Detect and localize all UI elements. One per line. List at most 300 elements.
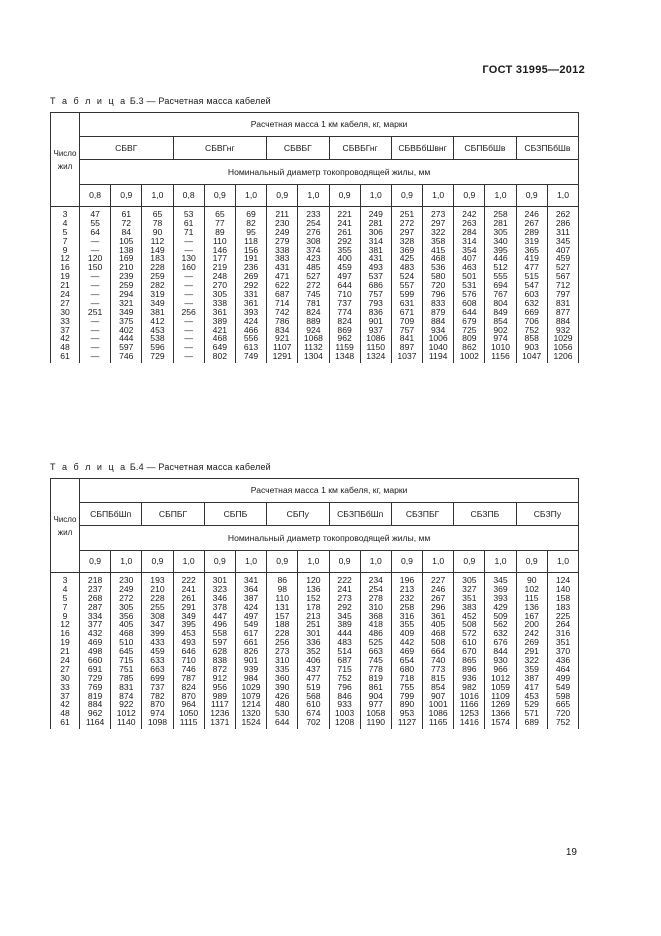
core-count-cell: 16: [60, 628, 70, 639]
mass-cell: 718: [399, 672, 415, 683]
mass-cell: 907: [430, 690, 446, 701]
mass-cell: 183: [150, 253, 165, 264]
mass-cell: 889: [306, 315, 321, 326]
mass-column: [298, 207, 329, 364]
mass-cell: 65: [215, 209, 225, 219]
mass-cell: 1150: [366, 342, 386, 353]
mass-cell: 757: [399, 324, 415, 335]
mass-cell: 838: [212, 655, 228, 666]
mass-cell: 378: [212, 601, 228, 612]
mass-cell: —: [184, 315, 193, 326]
mass-cell: 493: [181, 637, 196, 648]
mass-cell: 294: [119, 289, 134, 300]
mass-cell: 649: [212, 342, 228, 353]
mass-cell: 356: [119, 610, 134, 621]
mass-cell: 377: [87, 619, 103, 630]
mass-cell: 745: [368, 655, 383, 666]
mass-cell: —: [184, 280, 193, 291]
mass-cell: 314: [462, 235, 477, 246]
mass-cell: 709: [399, 315, 415, 326]
mass-cell: 660: [87, 655, 103, 666]
mass-cell: 361: [430, 610, 446, 621]
mass-cell: 897: [399, 342, 415, 353]
mass-cell: 1098: [147, 717, 168, 728]
mass-cell: 720: [555, 708, 571, 719]
core-count-cell: 33: [60, 681, 70, 692]
diameter-value: 0,9: [516, 185, 547, 207]
page-number: 19: [565, 847, 577, 858]
mass-cell: 884: [87, 699, 103, 710]
core-count-cell: 7: [62, 601, 68, 612]
mass-cell: 292: [243, 280, 259, 291]
mass-cell: 390: [275, 681, 290, 692]
mass-cell: 884: [555, 315, 571, 326]
mass-cell: 459: [150, 646, 165, 657]
mass-cell: 826: [243, 646, 259, 657]
mass-cell: 249: [368, 209, 383, 219]
mass-cell: 261: [181, 592, 196, 603]
mass-cell: 679: [462, 315, 477, 326]
mass-cell: 1291: [272, 351, 292, 362]
mass-cell: 292: [337, 235, 352, 246]
mass-cell: 687: [275, 289, 290, 300]
mass-cell: 310: [275, 655, 290, 666]
mass-cell: 872: [212, 663, 228, 674]
diameter-value: 1,0: [111, 551, 142, 573]
mass-cell: 1109: [491, 690, 510, 701]
mass-cell: 497: [337, 271, 352, 282]
mass-cell: 633: [150, 655, 165, 666]
mass-cell: 1010: [490, 342, 511, 353]
mass-cell: 1012: [490, 672, 511, 683]
mass-cell: 361: [212, 306, 228, 317]
mass-cell: 453: [524, 690, 539, 701]
mass-cell: 273: [275, 646, 290, 657]
mass-cell: 884: [430, 315, 446, 326]
mass-cell: 469: [399, 646, 415, 657]
core-count-cell: 19: [60, 637, 70, 648]
mass-cell: —: [184, 333, 193, 344]
brand-header: СБВБГ: [267, 137, 329, 160]
mass-cell: 284: [462, 226, 477, 237]
brand-header: СБПБГ: [142, 503, 204, 526]
mass-cell: 374: [306, 244, 321, 255]
mass-cell: 193: [150, 575, 165, 585]
mass-cell: 802: [212, 351, 228, 362]
mass-header: Расчетная масса 1 км кабеля, кг, марки: [80, 113, 579, 137]
mass-cell: 349: [150, 297, 165, 308]
mass-cell: 321: [119, 297, 134, 308]
mass-cell: —: [90, 280, 100, 291]
mass-cell: 493: [368, 262, 383, 273]
mass-column: [173, 207, 204, 364]
mass-cell: 444: [337, 628, 352, 639]
mass-cell: 962: [87, 708, 103, 719]
diameter-value: 0,9: [391, 185, 422, 207]
mass-cell: 351: [462, 592, 477, 603]
mass-cell: 858: [524, 333, 539, 344]
mass-cell: 556: [243, 333, 259, 344]
mass-cell: 631: [399, 297, 415, 308]
diameter-value: 1,0: [547, 185, 578, 207]
core-count-cell: 27: [60, 663, 70, 674]
mass-cell: 862: [462, 342, 477, 353]
mass-cell: —: [184, 342, 193, 353]
mass-cell: 729: [87, 672, 103, 683]
mass-cell: 375: [119, 315, 134, 326]
mass-cell: 498: [87, 646, 103, 657]
mass-cell: 415: [430, 244, 446, 255]
mass-cell: 1107: [272, 342, 292, 353]
mass-cell: 405: [119, 619, 134, 630]
mass-cell: 323: [212, 583, 228, 594]
mass-cell: 316: [555, 628, 571, 639]
mass-cell: 389: [337, 619, 352, 630]
mass-cell: 598: [555, 690, 571, 701]
mass-column: [142, 573, 173, 730]
mass-cell: 157: [275, 610, 290, 621]
mass-cell: 558: [212, 628, 228, 639]
mass-cell: 613: [243, 342, 259, 353]
mass-cell: 47: [90, 209, 100, 219]
mass-cell: —: [90, 342, 100, 353]
mass-cell: 258: [493, 209, 508, 219]
mass-cell: 769: [87, 681, 103, 692]
mass-cell: —: [90, 289, 100, 300]
core-count-column: [51, 573, 80, 730]
core-count-cell: 9: [62, 244, 68, 255]
mass-cell: 901: [368, 315, 383, 326]
mass-cell: 358: [430, 235, 446, 246]
mass-cell: 444: [119, 333, 134, 344]
mass-cell: 183: [555, 601, 571, 612]
core-count-cell: 3: [62, 575, 68, 585]
mass-cell: 1206: [553, 351, 573, 362]
mass-cell: 755: [399, 681, 415, 692]
mass-cell: 786: [275, 315, 290, 326]
mass-cell: 547: [524, 280, 539, 291]
mass-cell: 219: [212, 262, 228, 273]
mass-cell: 1304: [303, 351, 323, 362]
mass-cell: 665: [555, 699, 571, 710]
diameter-value: 0,8: [80, 185, 111, 207]
core-count-cell: 12: [60, 253, 70, 264]
mass-cell: 617: [243, 628, 259, 639]
mass-cell: 510: [119, 637, 134, 648]
mass-cell: 228: [150, 592, 165, 603]
mass-cell: 676: [493, 637, 508, 648]
mass-cell: 236: [243, 262, 259, 273]
mass-cell: 686: [368, 280, 383, 291]
mass-cell: 890: [399, 699, 415, 710]
mass-cell: 393: [493, 592, 508, 603]
mass-cell: 549: [555, 681, 571, 692]
mass-cell: 273: [337, 592, 352, 603]
mass-cell: 232: [399, 592, 415, 603]
mass-cell: —: [90, 235, 100, 246]
brand-header: СБПБбШп: [80, 503, 142, 526]
mass-cell: 272: [119, 592, 134, 603]
mass-cell: 536: [430, 262, 446, 273]
mass-cell: 580: [430, 271, 446, 282]
mass-cell: 289: [524, 226, 539, 237]
mass-cell: 781: [306, 297, 321, 308]
mass-cell: 869: [337, 324, 352, 335]
mass-cell: 1086: [428, 708, 448, 719]
mass-cell: 921: [275, 333, 290, 344]
mass-column: [454, 207, 485, 364]
mass-cell: 417: [524, 681, 539, 692]
mass-cell: 930: [493, 655, 508, 666]
mass-cell: 937: [368, 324, 383, 335]
mass-cell: 1058: [366, 708, 386, 719]
mass-cell: 131: [275, 601, 290, 612]
core-count-cell: 42: [60, 333, 70, 344]
mass-cell: 1269: [490, 699, 511, 710]
mass-cell: 477: [524, 262, 539, 273]
mass-cell: 742: [275, 306, 290, 317]
core-count-cell: 24: [60, 655, 70, 666]
mass-cell: 497: [243, 610, 259, 621]
mass-cell: 368: [368, 610, 383, 621]
core-count-cell: 30: [60, 672, 70, 683]
mass-cell: 1208: [335, 717, 355, 728]
mass-cell: 136: [524, 601, 539, 612]
mass-column: [423, 573, 454, 730]
mass-cell: 149: [150, 244, 165, 255]
mass-cell: 953: [399, 708, 415, 719]
diameter-value: 0,9: [454, 185, 485, 207]
mass-cell: 568: [306, 690, 321, 701]
mass-cell: 1003: [335, 708, 355, 719]
mass-cell: 496: [212, 619, 228, 630]
mass-cell: 1068: [303, 333, 323, 344]
mass-cell: 785: [119, 672, 134, 683]
table-b3-caption: [50, 96, 271, 106]
mass-cell: 281: [493, 217, 508, 228]
standard-designation: ГОСТ 31995—2012: [482, 64, 585, 76]
mass-cell: 424: [243, 315, 259, 326]
core-count-cell: 4: [62, 217, 68, 228]
diameter-value: 0,9: [329, 551, 360, 573]
mass-cell: 213: [306, 610, 321, 621]
mass-cell: 537: [368, 271, 383, 282]
table-b4: [50, 478, 579, 729]
mass-cell: 426: [275, 690, 290, 701]
mass-cell: 725: [462, 324, 477, 335]
mass-cell: 799: [399, 690, 415, 701]
mass-cell: 831: [119, 681, 134, 692]
mass-header: Расчетная масса 1 км кабеля, кг, марки: [80, 479, 579, 503]
mass-cell: 715: [119, 655, 134, 666]
mass-cell: 1236: [210, 708, 230, 719]
mass-cell: 720: [430, 280, 446, 291]
mass-cell: 279: [275, 235, 290, 246]
mass-cell: 903: [524, 342, 539, 353]
diameter-value: 1,0: [360, 185, 391, 207]
mass-cell: 263: [462, 217, 477, 228]
mass-cell: 966: [493, 663, 508, 674]
mass-cell: 269: [243, 271, 259, 282]
diameter-value: 0,9: [516, 551, 547, 573]
mass-cell: 1016: [459, 690, 479, 701]
mass-cell: 796: [337, 681, 352, 692]
mass-cell: 110: [212, 235, 227, 246]
mass-cell: —: [90, 271, 100, 282]
mass-column: [267, 207, 298, 364]
mass-cell: 446: [493, 253, 508, 264]
diameter-value: 1,0: [298, 551, 329, 573]
mass-column: [111, 573, 142, 730]
mass-cell: 471: [275, 271, 290, 282]
mass-cell: 453: [150, 324, 165, 335]
diameter-value: 1,0: [235, 551, 266, 573]
mass-cell: 746: [181, 663, 196, 674]
mass-column: [485, 207, 516, 364]
mass-cell: 160: [181, 262, 196, 273]
mass-cell: 423: [306, 253, 321, 264]
mass-cell: —: [90, 315, 100, 326]
mass-cell: 393: [243, 306, 259, 317]
mass-cell: 901: [243, 655, 259, 666]
mass-cell: 140: [555, 583, 571, 594]
mass-cell: 819: [87, 690, 103, 701]
mass-cell: 365: [524, 244, 539, 255]
mass-cell: 557: [399, 280, 415, 291]
mass-cell: 338: [212, 297, 228, 308]
mass-cell: 989: [212, 690, 228, 701]
mass-column: [329, 207, 360, 364]
caption-text: Б.4 — Расчетная масса кабелей: [129, 462, 271, 472]
mass-column: [485, 573, 516, 730]
mass-cell: 468: [119, 628, 134, 639]
mass-cell: 169: [119, 253, 134, 264]
mass-cell: 571: [524, 708, 539, 719]
mass-cell: 399: [150, 628, 165, 639]
mass-cell: 793: [368, 297, 383, 308]
mass-cell: 306: [368, 226, 383, 237]
core-count-cell: 61: [60, 717, 70, 728]
mass-cell: 130: [181, 253, 196, 264]
mass-cell: 1012: [116, 708, 136, 719]
mass-cell: 1324: [366, 351, 386, 362]
mass-cell: 453: [181, 628, 196, 639]
mass-cell: 499: [555, 672, 571, 683]
mass-cell: 442: [399, 637, 415, 648]
mass-cell: 419: [524, 253, 539, 264]
mass-cell: 228: [275, 628, 290, 639]
mass-cell: 328: [399, 235, 415, 246]
mass-cell: 258: [399, 601, 415, 612]
mass-column: [547, 207, 578, 364]
mass-cell: 251: [306, 619, 321, 630]
mass-cell: 61: [183, 217, 194, 228]
mass-cell: 1002: [459, 351, 479, 362]
mass-cell: 824: [306, 306, 321, 317]
mass-cell: 468: [212, 333, 228, 344]
mass-cell: 1190: [366, 717, 386, 728]
mass-cell: 340: [493, 235, 508, 246]
mass-cell: 437: [306, 663, 321, 674]
brand-header: СБЗПБбШп: [329, 503, 391, 526]
diameter-value: 0,9: [111, 185, 142, 207]
mass-cell: 1050: [179, 708, 199, 719]
mass-cell: 782: [150, 690, 165, 701]
mass-cell: 644: [462, 306, 477, 317]
mass-cell: 934: [430, 324, 446, 335]
mass-cell: 486: [368, 628, 383, 639]
mass-column: [391, 573, 422, 730]
brand-header: СБПБбШв: [454, 137, 516, 160]
mass-cell: 964: [181, 699, 196, 710]
mass-cell: 381: [150, 306, 165, 317]
mass-cell: 480: [275, 699, 290, 710]
mass-cell: 429: [493, 601, 508, 612]
mass-cell: 361: [243, 297, 259, 308]
mass-cell: 264: [555, 619, 571, 630]
mass-cell: 115: [524, 592, 539, 603]
mass-cell: 281: [368, 217, 383, 228]
stub-header: Число жил: [51, 479, 80, 573]
table-data-row: [51, 207, 579, 364]
mass-cell: 269: [524, 637, 539, 648]
mass-cell: 77: [215, 217, 225, 228]
mass-cell: 632: [493, 628, 508, 639]
mass-cell: 527: [555, 262, 571, 273]
mass-cell: 1086: [366, 333, 386, 344]
mass-cell: 421: [212, 324, 228, 335]
mass-cell: 452: [462, 610, 477, 621]
diameter-header: Номинальный диаметр токопроводящей жилы, мм: [80, 160, 579, 185]
mass-cell: 319: [524, 235, 539, 246]
mass-cell: 251: [399, 209, 415, 219]
mass-cell: 424: [243, 601, 259, 612]
brand-header: СБПБ: [204, 503, 266, 526]
mass-cell: 383: [275, 253, 290, 264]
mass-column: [360, 207, 391, 364]
mass-cell: 912: [212, 672, 228, 683]
mass-cell: 463: [462, 262, 477, 273]
mass-cell: 218: [87, 575, 103, 585]
mass-cell: 1159: [335, 342, 354, 353]
mass-cell: 237: [87, 583, 103, 594]
mass-cell: 249: [275, 226, 290, 237]
mass-cell: 974: [493, 333, 508, 344]
mass-cell: 508: [430, 637, 446, 648]
mass-cell: 1056: [553, 342, 573, 353]
mass-cell: 509: [493, 610, 508, 621]
mass-cell: 255: [150, 601, 165, 612]
mass-cell: 1029: [553, 333, 573, 344]
caption-prefix: Т а б л и ц а: [50, 462, 128, 472]
mass-cell: 1524: [241, 717, 261, 728]
mass-cell: 369: [493, 583, 508, 594]
mass-cell: 387: [243, 592, 259, 603]
mass-cell: 525: [368, 637, 383, 648]
mass-cell: 322: [524, 655, 539, 666]
mass-cell: 78: [152, 217, 163, 228]
mass-cell: 610: [306, 699, 321, 710]
mass-cell: 188: [275, 619, 290, 630]
brand-header: СБВБбШвнг: [391, 137, 453, 160]
mass-cell: 870: [181, 690, 196, 701]
mass-cell: 854: [493, 315, 508, 326]
mass-column: [235, 207, 266, 364]
mass-cell: 529: [524, 699, 539, 710]
mass-cell: 671: [399, 306, 415, 317]
mass-cell: 483: [337, 637, 352, 648]
mass-cell: 751: [119, 663, 134, 674]
